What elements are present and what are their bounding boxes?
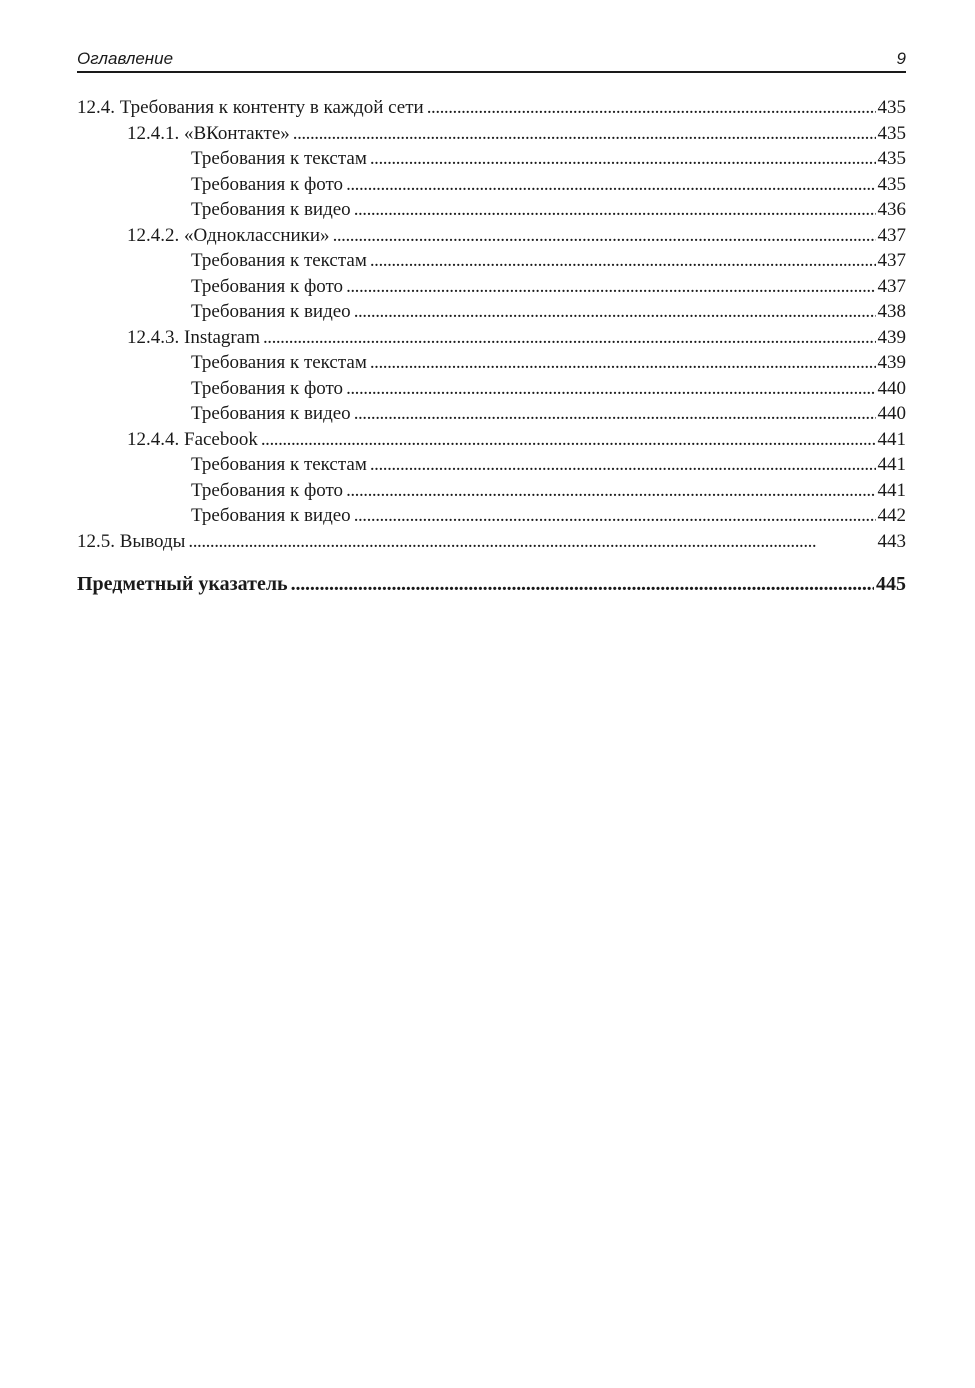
dot-leader xyxy=(370,350,876,376)
toc-entry-title: 12.5. Выводы xyxy=(77,530,186,552)
toc-entry-page: 438 xyxy=(877,301,906,322)
toc-entry-title: 12.4.4. Facebook xyxy=(127,428,258,450)
toc-entry[interactable] xyxy=(77,478,906,504)
dot-leader xyxy=(293,121,876,147)
dot-leader xyxy=(261,427,876,453)
toc-entry[interactable] xyxy=(77,172,906,198)
toc-entry-title: 12.4. Требования к контенту в каждой сети xyxy=(77,97,424,118)
toc-entry[interactable] xyxy=(77,401,906,427)
toc-entry-title: Требования к текстам xyxy=(191,352,367,373)
toc-entry-page: 441 xyxy=(877,454,906,475)
toc-entry[interactable] xyxy=(77,121,906,147)
toc-entry-page: 439 xyxy=(877,352,906,373)
dot-leader xyxy=(188,529,875,555)
toc-entry-title: Требования к видео xyxy=(191,403,351,424)
toc-entry-page: 437 xyxy=(877,250,906,271)
dot-leader xyxy=(354,503,876,529)
toc-entry-page: 440 xyxy=(877,403,906,424)
toc-entry[interactable] xyxy=(77,248,906,274)
toc-entry[interactable] xyxy=(77,503,906,529)
toc-entry-major[interactable] xyxy=(77,572,906,598)
running-header xyxy=(77,48,906,73)
document-page xyxy=(77,48,906,598)
toc-entry-title: Требования к видео xyxy=(191,301,351,322)
toc-entry-page: 441 xyxy=(877,428,906,450)
header-page-number: 9 xyxy=(896,49,906,68)
toc-entry[interactable] xyxy=(77,350,906,376)
toc-entry-title: 12.4.1. «ВКонтакте» xyxy=(127,122,290,144)
toc-entry[interactable] xyxy=(77,452,906,478)
dot-leader xyxy=(346,274,875,300)
toc-entry-page: 437 xyxy=(877,224,906,246)
toc-entry-title: Требования к видео xyxy=(191,199,351,220)
toc-entry-page: 443 xyxy=(877,530,906,552)
dot-leader xyxy=(263,325,876,351)
dot-leader xyxy=(354,197,876,223)
toc-entry-page: 435 xyxy=(877,122,906,144)
toc-entry-title: Требования к текстам xyxy=(191,454,367,475)
dot-leader xyxy=(354,401,876,427)
toc-entry-title: Требования к фото xyxy=(191,173,344,195)
toc-entry-title: 12.4.3. Instagram xyxy=(127,326,260,348)
toc-entry[interactable] xyxy=(77,223,906,249)
toc-entry[interactable] xyxy=(77,95,906,121)
toc-entry[interactable] xyxy=(77,427,906,453)
toc-entry-title: Требования к видео xyxy=(191,505,351,526)
dot-leader xyxy=(370,248,876,274)
toc-entry-page: 439 xyxy=(877,326,906,348)
toc-entry-page: 442 xyxy=(877,505,906,526)
toc-entry-page: 437 xyxy=(877,275,906,297)
toc-entry-title: Требования к фото xyxy=(191,479,344,501)
toc-entry-page: 440 xyxy=(877,377,906,399)
toc-entry-title: Требования к текстам xyxy=(191,148,367,169)
header-title: Оглавление xyxy=(77,49,174,68)
dot-leader xyxy=(346,376,875,402)
toc-entry[interactable] xyxy=(77,274,906,300)
toc-entry[interactable] xyxy=(77,146,906,172)
toc-entry-page: 445 xyxy=(876,573,906,595)
toc-entry-page: 436 xyxy=(877,199,906,220)
toc-entry-title: Предметный указатель xyxy=(77,573,288,595)
toc-entry-title: Требования к текстам xyxy=(191,250,367,271)
toc-entry-title: Требования к фото xyxy=(191,275,344,297)
toc-entry-page: 435 xyxy=(877,148,906,169)
dot-leader xyxy=(346,172,875,198)
toc-entry-page: 441 xyxy=(877,479,906,501)
toc-entry-title: 12.4.2. «Одноклассники» xyxy=(127,224,330,246)
dot-leader xyxy=(354,299,876,325)
dot-leader xyxy=(370,452,876,478)
toc-entry-page: 435 xyxy=(877,97,906,118)
dot-leader xyxy=(427,95,876,121)
toc-entry[interactable] xyxy=(77,325,906,351)
dot-leader xyxy=(346,478,875,504)
toc-entry-title: Требования к фото xyxy=(191,377,344,399)
table-of-contents xyxy=(77,95,906,598)
toc-entry[interactable] xyxy=(77,376,906,402)
toc-entry[interactable] xyxy=(77,197,906,223)
dot-leader xyxy=(370,146,876,172)
dot-leader xyxy=(333,223,876,249)
toc-entry[interactable] xyxy=(77,299,906,325)
toc-entry[interactable] xyxy=(77,529,906,555)
toc-entry-page: 435 xyxy=(877,173,906,195)
dot-leader xyxy=(291,572,874,598)
